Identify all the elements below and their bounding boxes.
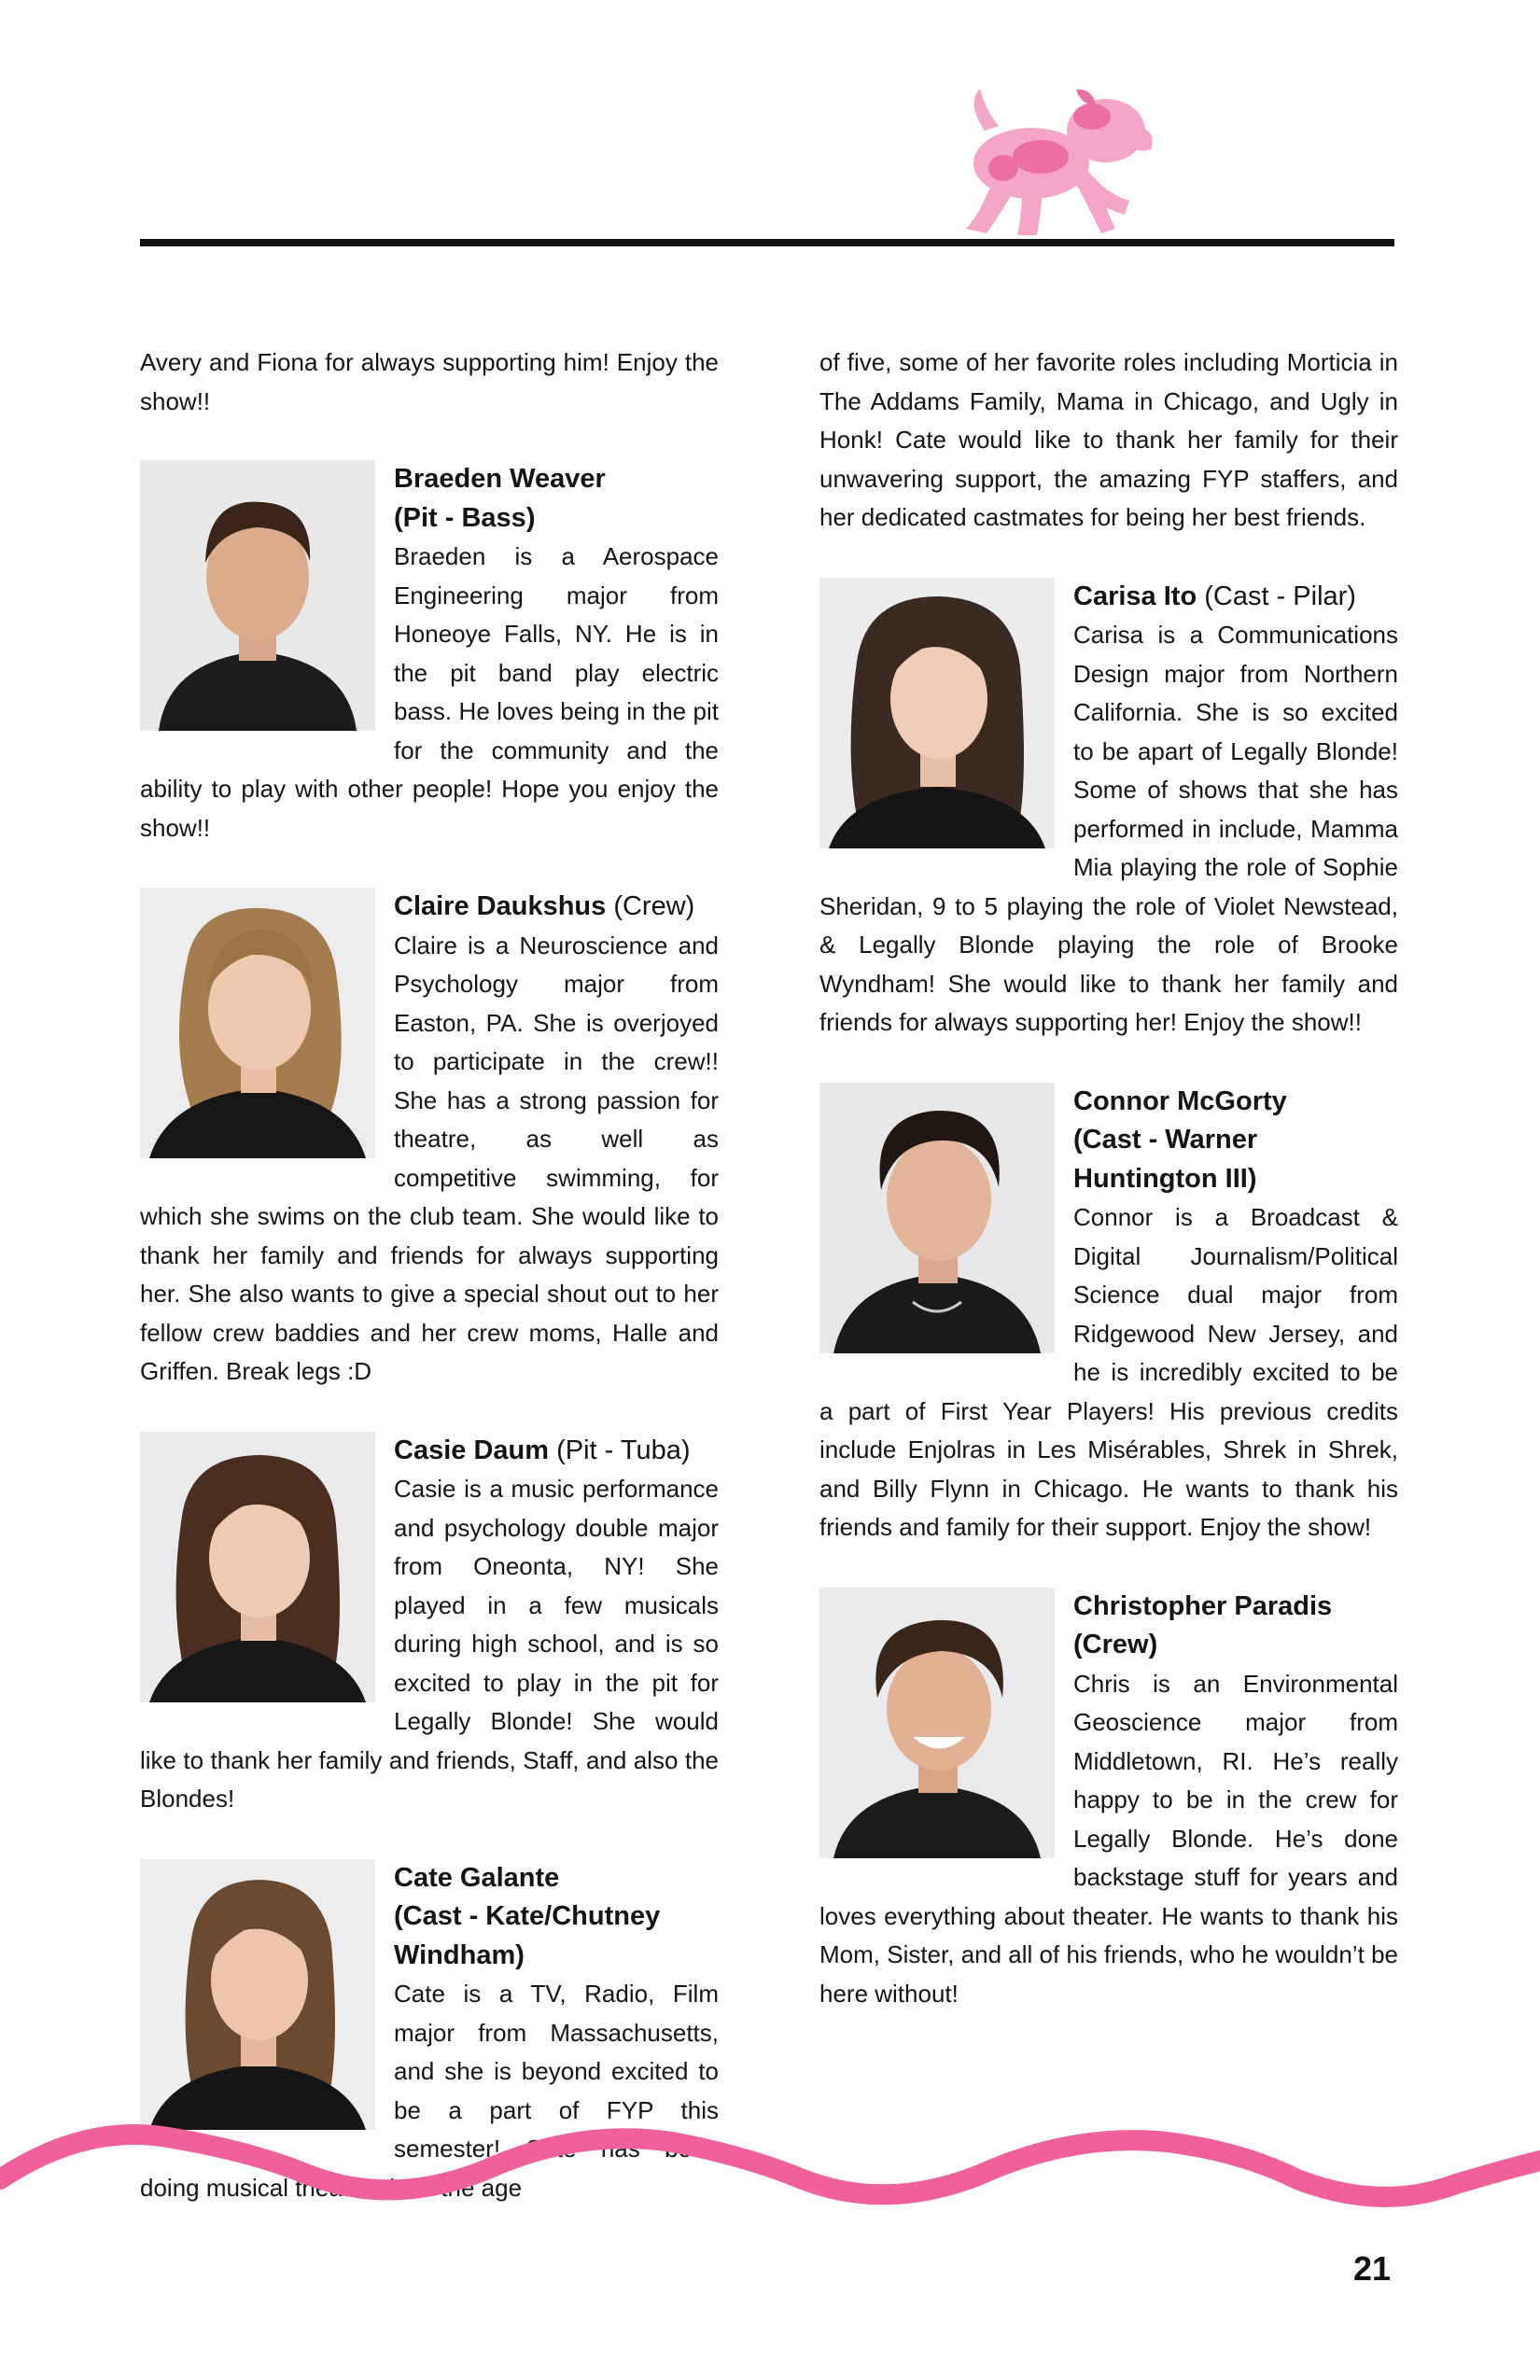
- bio-continuation: Avery and Fiona for always supporting him! Enjoy the show!!: [140, 348, 719, 415]
- bio-role: (Crew): [613, 891, 695, 921]
- page-number: 21: [1353, 2249, 1392, 2288]
- bio-name: Connor McGorty: [1073, 1085, 1287, 1116]
- bio-role: (Pit - Bass): [394, 502, 536, 533]
- bio-casie-daum: [140, 1432, 719, 1819]
- header-rule: [140, 239, 1394, 246]
- bio-continuation: of five, some of her favorite roles including Morticia in The Addams Family, Mama in Chicago, and Ugly in Honk! Cate would like to thank her family for their unwavering support, the amazing FYP staffers, and her dedicated castmates for being her best friends.: [819, 348, 1398, 531]
- bio-text: Chris is an Environmental Geoscience major from Middletown, RI. He’s really happy to be in the crew for Legally Blonde. He’s done backstage stuff for years and loves everything about theater. He wants to thank his Mom, Sister, and all of his friends, who he wouldn’t be here without!: [819, 1669, 1398, 2008]
- headshot-photo: [819, 1083, 1055, 1353]
- bio-role: (Cast - Warner Huntington III): [1073, 1125, 1258, 1194]
- pink-dog-illustration: [929, 75, 1162, 243]
- bio-text: Casie is a music performance and psychology double major from Oneonta, NY! She played in a few musicals during high school, and is so excited to play in the pit for Legally Blonde! She would like to thank her family and friends, Staff, and also the Blondes!: [140, 1475, 719, 1813]
- bio-name: Carisa Ito: [1073, 581, 1197, 611]
- bio-text: Claire is a Neuroscience and Psychology major from Easton, PA. She is overjoyed to participate in the crew!! She has a strong passion for theatre, as well as competitive swimming, for which she swims on the club team. She would like to thank her family and friends for always supporting her. She also wants to give a special shout out to her fellow crew baddies and her crew moms, Halle and Griffen. Break legs :D: [140, 931, 719, 1385]
- bio-name: Casie Daum: [394, 1435, 550, 1465]
- bio-name: Braeden Weaver: [394, 464, 606, 494]
- bio-role: (Cast - Kate/Chutney Windham): [394, 1901, 661, 1970]
- headshot-photo: [140, 1859, 375, 2130]
- headshot-photo: [819, 1588, 1055, 1858]
- bio-name: Cate Galante: [394, 1862, 560, 1893]
- bio-role: (Cast - Pilar): [1204, 581, 1356, 611]
- bio-text: Connor is a Broadcast & Digital Journalism/Political Science dual major from Ridgewood New Jersey, and he is incredibly excited to be a part of First Year Players! His previous credits include Enjolras in Les Misérables, Shrek in Shrek, and Billy Flynn in Chicago. He wants to thank his friends and family for their support. Enjoy the show!: [819, 1203, 1398, 1541]
- left-column: [140, 343, 719, 2207]
- bio-connor-mcgorty: [819, 1083, 1398, 1547]
- bio-carisa-ito: [819, 578, 1398, 1043]
- bio-claire-daukshus: [140, 888, 719, 1392]
- headshot-photo: [819, 578, 1055, 848]
- bio-text: Cate is a TV, Radio, Film major from Massachusetts, and she is beyond excited to be a part of FYP this semester! Cate has been doing musical theater since the age: [140, 1980, 719, 2202]
- bio-role: (Pit - Tuba): [556, 1435, 691, 1465]
- bio-name: Claire Daukshus: [394, 891, 607, 921]
- bio-christopher-paradis: [819, 1588, 1398, 2014]
- headshot-photo: [140, 460, 375, 731]
- headshot-photo: [140, 888, 375, 1158]
- right-column: [819, 343, 1398, 2013]
- bio-text: Braeden is a Aerospace Engineering major from Honeoye Falls, NY. He is in the pit band play electric bass. He loves being in the pit for the community and the ability to play with other people! Hope you enjoy the show!!: [140, 542, 719, 842]
- bio-braeden-weaver: [140, 460, 719, 847]
- bio-role: (Crew): [1073, 1630, 1158, 1659]
- decorative-wave: [0, 2105, 1540, 2217]
- bio-text: Carisa is a Communications Design major from Northern California. She is so excited to be apart of Legally Blonde! Some of shows that she has performed in include, Mamma Mia playing the role of Sophie Sheridan, 9 to 5 playing the role of Violet Newstead, & Legally Blonde playing the role of Brooke Wyndham! She would like to thank her family and friends for always supporting her! Enjoy the show!!: [819, 621, 1398, 1036]
- headshot-photo: [140, 1432, 375, 1702]
- bio-name: Christopher Paradis: [1073, 1590, 1333, 1621]
